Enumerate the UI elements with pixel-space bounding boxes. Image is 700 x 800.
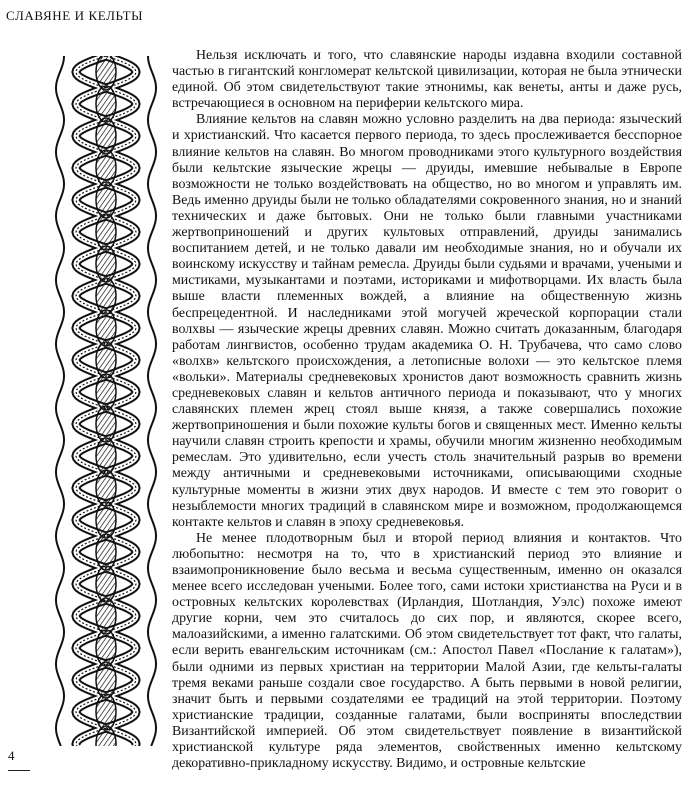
article-body (172, 48, 682, 772)
running-header: СЛАВЯНЕ И КЕЛЬТЫ (6, 8, 144, 23)
paragraph-3: Не менее плодотворным был и второй период влияния и контактов. Что любопытно: несмотря на то, что в христианский период это влияние и взаимопроникновение было весьма и весьма существенным, именно он оказался менее всего исследован учеными. Более того, сами истоки христианства на Руси и в островных кельтских королевствах (Ирландия, Шотландия, Уэлс) похоже имеют другие корни, чем это считалось до сих пор, и являются, скорее всего, малоазийскими, а именно галатскими. Об этом свидетельствует тот факт, что галаты, если верить евангельским источникам (см.: Апостол Павел «Послание к галатам»), были одними из первых христиан на территории Малой Азии, где кельты-галаты тремя веками раньше создали свое государство. А быть первыми в новой религии, значит быть и первыми создателями ее традиций на этой территории. Поэтому христианские традиции, созданные галатами, были восприняты впоследствии Византийской империей. Об этом свидетельствует появление в византийской христианской культуре ряда элементов, свойственных именно кельтскому декоративно-прикладному искусству. Видимо, и островные кельтские (172, 530, 682, 772)
footer-rule (8, 770, 30, 771)
celtic-knot-border-icon (54, 56, 158, 746)
paragraph-2: Влияние кельтов на славян можно условно разделить на два периода: языческий и христианский. Что касается первого периода, то здесь прослеживается бесспорное влияние кельтов на славян. Во многом проводниками этого культурного воздействия были кельтские языческие жрецы — друиды, имевшие небывалые в Европе возможности не только воздействовать на общество, но во многом и управлять им. Ведь именно друиды были не только обладателями сокровенного знания, но и знаний технических и даже бытовых. Они не только были главными участниками жертвоприношений и других культовых отправлений, друиды занимались воспитанием детей, и не только давали им необходимые знания, но и обучали их воинскому искусству и тайнам ремесла. Друиды были судьями и врачами, учеными и мистиками, музыкантами и поэтами, историками и мифотворцами. Их власть была выше власти племенных вождей, а влияние на общественную жизнь беспрецедентной. И наследниками этой могучей жреческой корпорации стали волхвы — языческие жрецы древних славян. Можно считать доказанным, благодаря работам лингвистов, особенно трудам академика О. Н. Трубачева, что само слово «волхв» кельтского происхождения, а летописные волохи — это кельтское племя «вольки». Материалы средневековых хронистов дают возможность сравнить жизнь средневековых славян и кельтов античного периода и показывают, что у многих славянских племен жрец стоял выше князя, а также совершались похожие жертвоприношения и были похожие культы богов и священных мест. Именно кельты научили славян строить крепости и храмы, обучили многим жизненно необходимым ремеслам. Это удивительно, если учесть столь значительный разрыв во времени между античными и средневековыми источниками, описывающими сходные культурные моменты в жизни этих двух народов. И вместе с тем это говорит о незыблемости многих традиций в славянском мире и возможном, продолжающемся контакте кельтов и славян в эпоху средневековья. (172, 112, 682, 530)
page-number: 4 (8, 748, 15, 763)
paragraph-1: Нельзя исключать и того, что славянские народы издавна входили составной частью в гигантский конгломерат кельтской цивилизации, которая не была этнически единой. Об этом свидетельствуют такие этнонимы, как венеты, анты и даже русь, встречающиеся в основном на периферии кельтского мира. (172, 48, 682, 112)
